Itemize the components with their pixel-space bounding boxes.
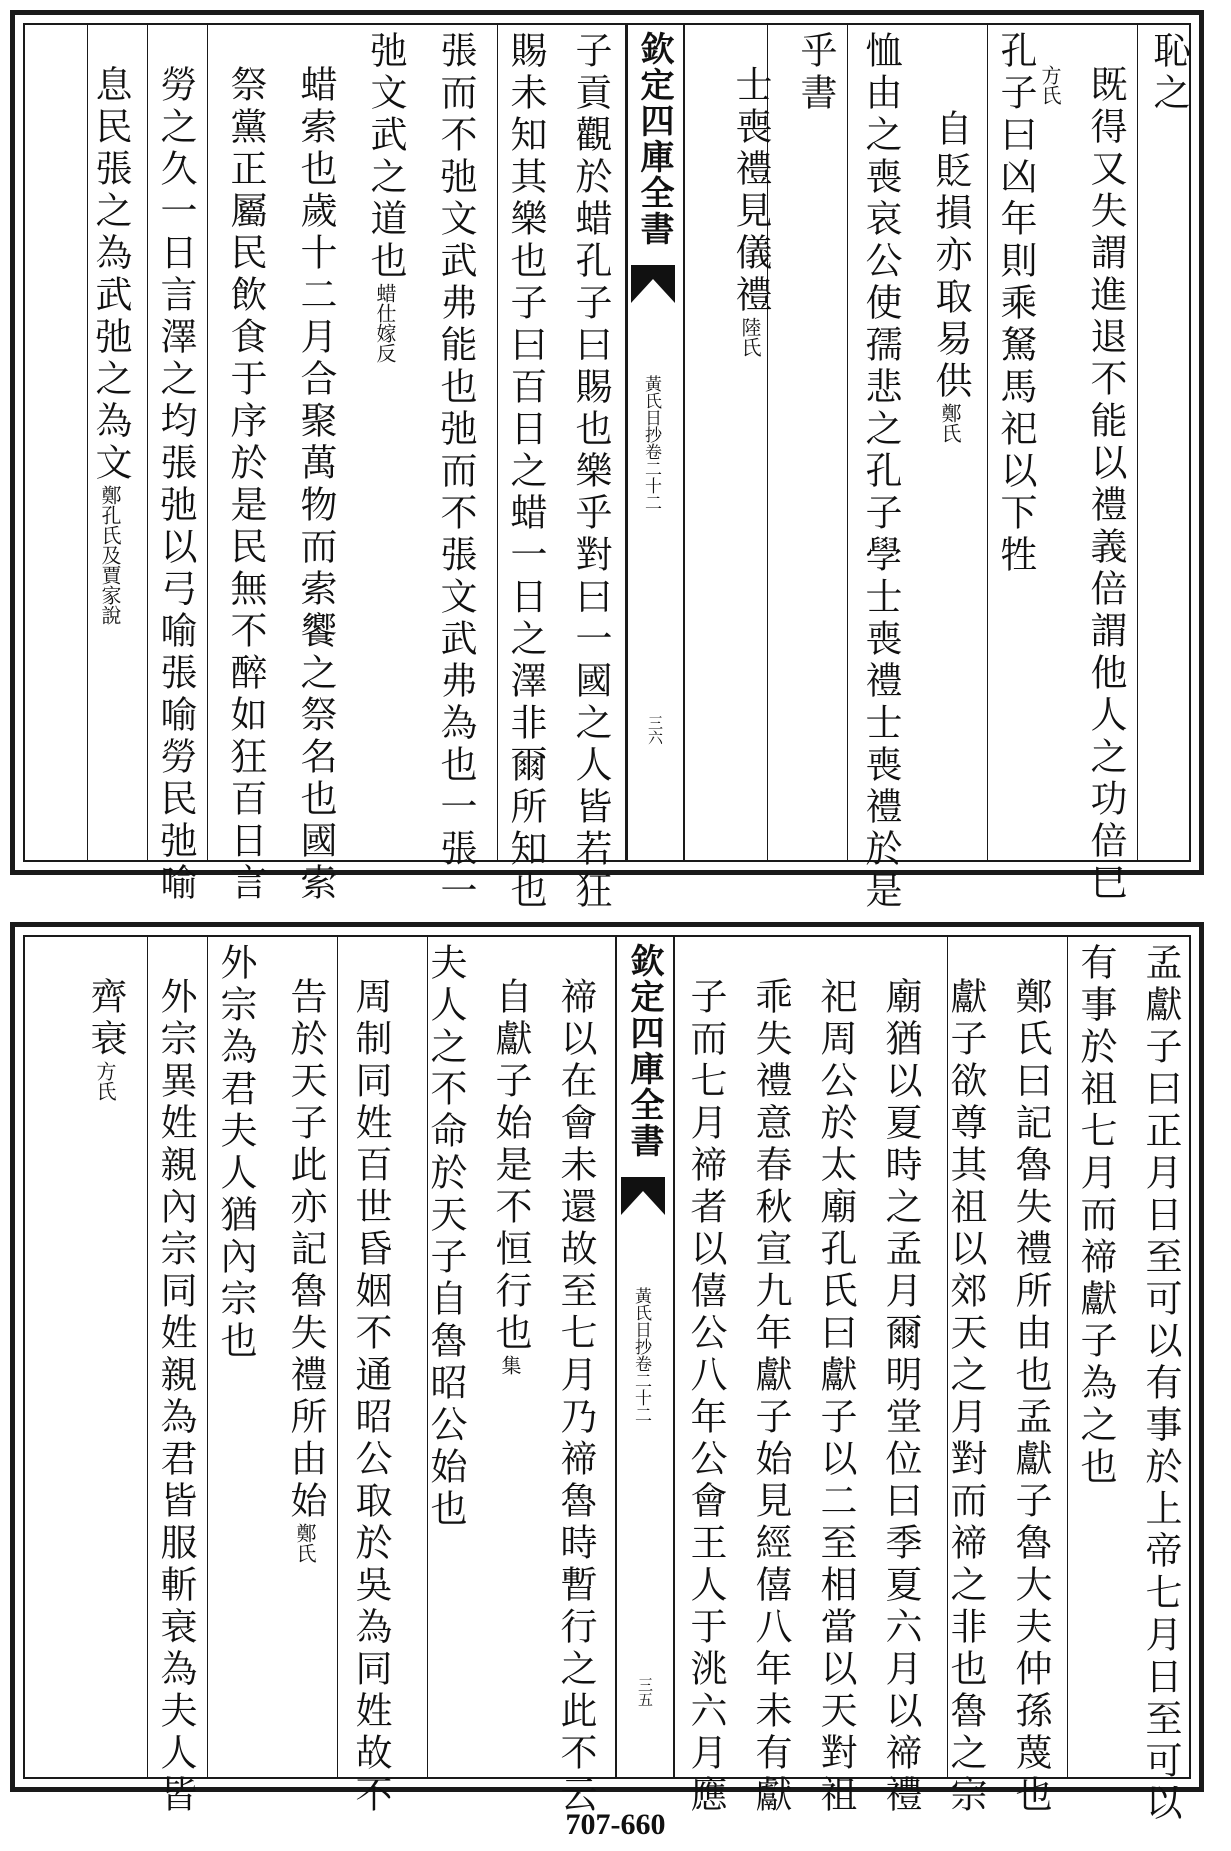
leaf-number: 三五 (636, 1677, 654, 1707)
text-column: 子而七月禘者以僖公八年公會王人于洮六月應 (684, 977, 727, 1817)
text-column: 孟獻子曰正月日至可以有事於上帝七月日至可以 (1139, 943, 1182, 1825)
text-column: 有事於祖七月而禘獻子為之也 (1074, 943, 1117, 1489)
annotation-note: 方氏 (93, 1061, 117, 1101)
text-column: 祀周公於太廟孔氏曰獻子以二至相當以天對祖 (814, 977, 857, 1817)
text-column: 周制同姓百世昏姻不通昭公取於吳為同姓故不 (349, 977, 392, 1817)
leaf-number: 三六 (646, 715, 664, 745)
volume-label: 黃氏日抄卷二十二 (641, 375, 661, 511)
top-page-block (10, 10, 1204, 913)
column-rule (987, 25, 988, 860)
text-column: 士喪禮見儀禮陸氏 (729, 65, 772, 357)
text-column: 鄭氏曰記魯失禮所由也孟獻子魯大夫仲孫蔑也 (1009, 977, 1052, 1817)
book-title: 欽定四庫全書 (634, 31, 674, 247)
column-rule (207, 25, 208, 860)
column-rule (497, 25, 498, 860)
annotation-note: 鄭孔氏及賈家說 (98, 485, 122, 625)
book-title: 欽定四庫全書 (624, 943, 664, 1159)
page-code: 707-660 (565, 1808, 666, 1841)
annotation-note: 鄭氏 (938, 403, 962, 443)
text-column: 蜡索也歲十二月合聚萬物而索饗之祭名也國索 (294, 65, 337, 905)
column-rule (147, 937, 148, 1777)
column-rule (1067, 937, 1068, 1777)
text-column: 告於天子此亦記魯失禮所由始鄭氏 (284, 977, 327, 1563)
text-column: 勞之久一日言澤之均張弛以弓喻張喻勞民弛喻 (154, 65, 197, 905)
annotation-note: 蜡仕嫁反 (373, 283, 397, 363)
annotation-note: 方氏 (1038, 65, 1062, 105)
annotation-note: 鄭氏 (293, 1523, 317, 1563)
text-column: 自獻子始是不恒行也集 (489, 977, 532, 1375)
text-column: 獻子欲尊其祖以郊天之月對而禘之非也魯之宗 (944, 977, 987, 1817)
text-column: 廟猶以夏時之孟月爾明堂位曰季夏六月以禘禮 (879, 977, 922, 1817)
top-page-frame (23, 23, 1191, 913)
center-fold-band (615, 937, 675, 1777)
column-rule (1137, 25, 1138, 860)
column-rule (337, 937, 338, 1777)
annotation-note: 陸氏 (738, 317, 762, 357)
text-column: 外宗為君夫人猶內宗也 (214, 943, 257, 1363)
text-column: 息民張之為武弛之為文鄭孔氏及賈家說 (89, 65, 132, 625)
annotation-note: 集 (498, 1355, 522, 1375)
text-column: 既得又失謂進退不能以禮義倍謂他人之功倍巳 (1084, 65, 1127, 905)
text-column: 乖失禮意春秋宣九年獻子始見經僖八年未有獻 (749, 977, 792, 1817)
text-column: 弛文武之道也蜡仕嫁反 (364, 31, 407, 363)
column-rule (147, 25, 148, 860)
text-column: 乎書 (794, 31, 837, 115)
fishtail-icon (621, 1177, 665, 1217)
text-column: 禘以在會未還故至七月乃禘魯時暫行之此不云 (554, 977, 597, 1817)
text-column: 恥之 (1147, 31, 1190, 115)
fishtail-icon (631, 265, 675, 305)
text-column: 齊衰方氏 (84, 977, 127, 1101)
text-column: 張而不弛文武弗能也弛而不張文武弗為也一張一 (434, 31, 477, 913)
text-column: 孔子曰凶年則乘駑馬祀以下牲 (994, 31, 1037, 577)
text-column: 祭黨正屬民飲食于序於是民無不醉如狂百日言 (224, 65, 267, 905)
text-column: 外宗異姓親內宗同姓親為君皆服斬衰為夫人皆 (154, 977, 197, 1817)
volume-label: 黃氏日抄卷二十二 (631, 1287, 651, 1423)
text-column: 子貢觀於蜡孔子曰賜也樂乎對曰一國之人皆若狂 (569, 31, 612, 913)
text-column: 夫人之不命於天子自魯昭公始也 (424, 943, 467, 1531)
text-column: 自貶損亦取易供鄭氏 (929, 109, 972, 443)
column-rule (847, 25, 848, 860)
text-column: 恤由之喪哀公使孺悲之孔子學士喪禮士喪禮於是 (859, 31, 902, 913)
column-rule (207, 937, 208, 1777)
text-column: 賜未知其樂也子曰百日之蜡一日之澤非爾所知也 (504, 31, 547, 913)
center-fold-band (625, 25, 685, 860)
